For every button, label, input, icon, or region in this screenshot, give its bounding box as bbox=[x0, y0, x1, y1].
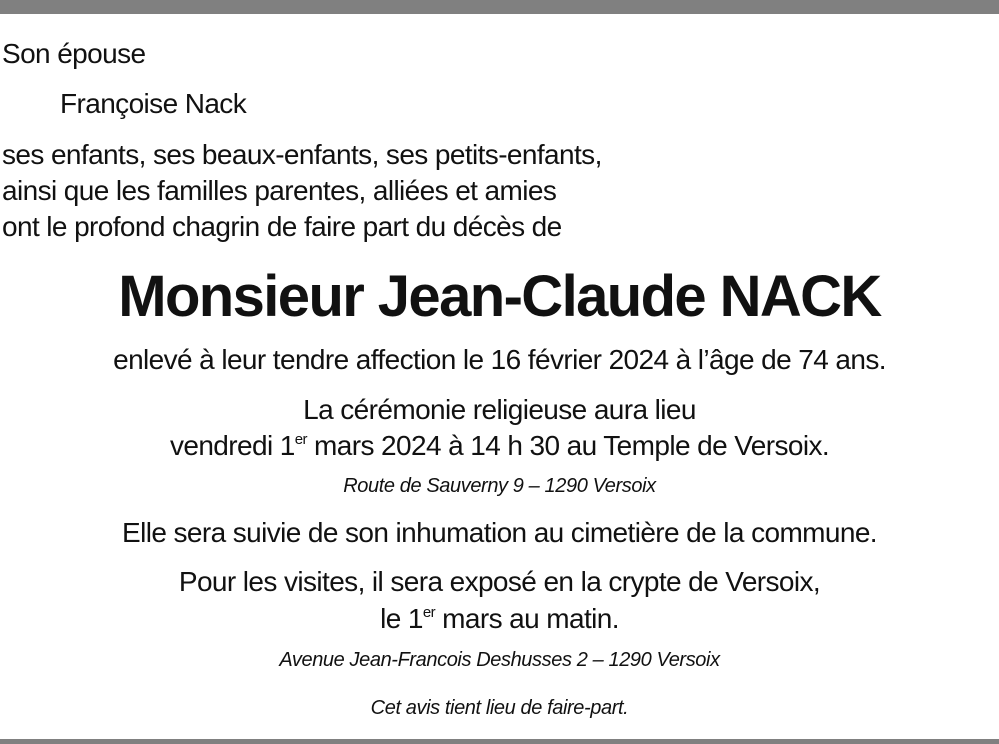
visits-date-ordinal: er bbox=[422, 604, 435, 621]
ceremony-line-1: La cérémonie religieuse aura lieu bbox=[303, 394, 696, 425]
closing-note: Cet avis tient lieu de faire-part. bbox=[370, 697, 629, 719]
visits-line-1: Pour les visites, il sera exposé en la crypte de Versoix, bbox=[178, 566, 821, 597]
ceremony-line-2 bbox=[0, 432, 999, 460]
ceremony-date-rest: mars 2024 à 14 h 30 au Temple de Versoix. bbox=[306, 430, 830, 461]
visits-date-prefix: le 1 bbox=[380, 603, 423, 634]
top-border bbox=[0, 0, 999, 14]
visits-date-rest: mars au matin. bbox=[434, 603, 619, 634]
ceremony-address: Route de Sauverny 9 – 1290 Versoix bbox=[343, 475, 656, 497]
spouse-name: Françoise Nack bbox=[60, 88, 247, 119]
family-line-1: ses enfants, ses beaux-enfants, ses petits-enfants, bbox=[2, 139, 602, 170]
deceased-name: Monsieur Jean-Claude NACK bbox=[118, 264, 881, 329]
family-line-3: ont le profond chagrin de faire part du décès de bbox=[2, 211, 562, 242]
burial-line: Elle sera suivie de son inhumation au cimetière de la commune. bbox=[122, 517, 877, 548]
bottom-border bbox=[0, 739, 999, 744]
family-line-2: ainsi que les familles parentes, alliées et amies bbox=[2, 175, 557, 206]
death-line: enlevé à leur tendre affection le 16 février 2024 à l’âge de 74 ans. bbox=[113, 344, 886, 375]
ceremony-date-ordinal: er bbox=[294, 431, 307, 448]
spouse-label: Son épouse bbox=[2, 38, 146, 69]
visits-address: Avenue Jean-Francois Deshusses 2 – 1290 Versoix bbox=[279, 649, 720, 671]
ceremony-date-prefix: vendredi 1 bbox=[169, 430, 295, 461]
visits-line-2 bbox=[0, 605, 999, 633]
